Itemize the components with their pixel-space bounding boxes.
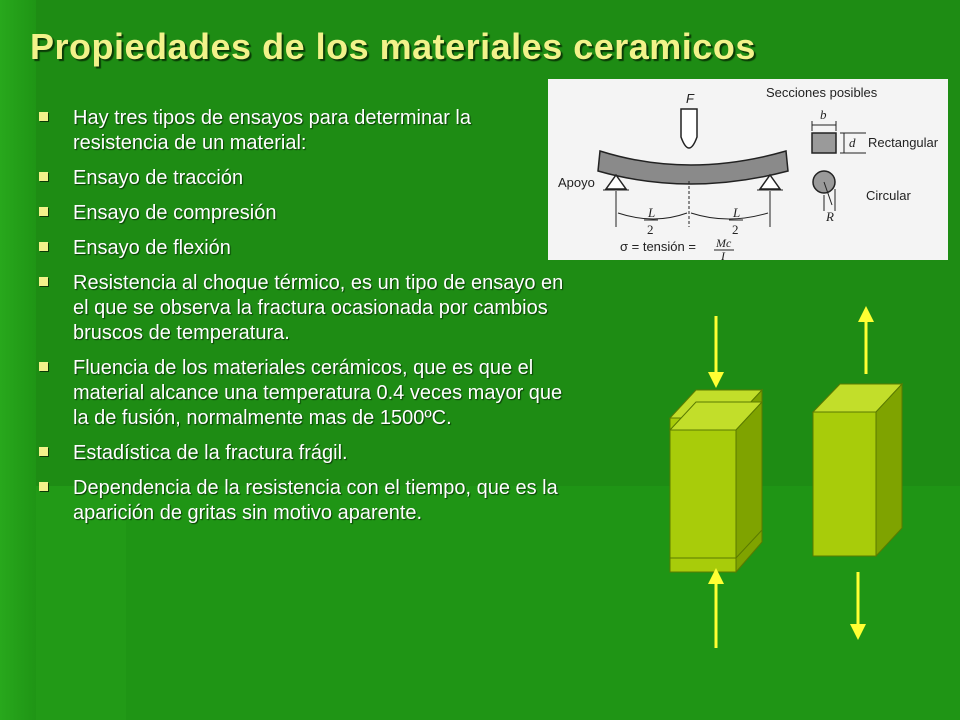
circular-label: Circular (866, 188, 911, 203)
compression-front-side (736, 402, 762, 558)
sections-heading: Secciones posibles (766, 85, 878, 100)
bullet-item (36, 356, 564, 431)
radius-R-label: R (826, 209, 834, 224)
top-down-arrowhead-icon (708, 372, 724, 388)
bullet-square-icon (39, 242, 48, 251)
formula-denominator: I (721, 249, 725, 260)
half-span-2-right: 2 (732, 222, 739, 237)
bullet-text: Dependencia de la resistencia con el tiempo, que es la aparición de gritas sin motivo aparente. (73, 477, 558, 524)
width-b-label: b (820, 107, 827, 122)
background-left-band (0, 0, 36, 720)
test-specimens-illustration (640, 290, 940, 665)
support-label: Apoyo (558, 175, 595, 190)
bullet-square-icon (39, 112, 48, 121)
bottom-down-arrowhead-icon (850, 624, 866, 640)
bullet-item (36, 441, 564, 466)
bullet-text: Ensayo de compresión (73, 202, 277, 224)
formula-text: σ = tensión = (620, 239, 696, 254)
bullet-text: Resistencia al choque térmico, es un tipo de ensayo en el que se observa la fractura ocasionada por cambios bruscos de temperatura. (73, 272, 564, 344)
bullet-square-icon (39, 362, 48, 371)
bullet-text: Ensayo de tracción (73, 167, 244, 189)
bullet-item (36, 236, 564, 261)
bullet-square-icon (39, 447, 48, 456)
bullet-square-icon (39, 277, 48, 286)
bullet-list (36, 106, 564, 536)
bullet-item (36, 476, 564, 526)
bullet-square-icon (39, 172, 48, 181)
compression-front-face (670, 430, 736, 558)
bullet-item (36, 201, 564, 226)
flexion-diagram-svg (548, 79, 948, 260)
bullet-square-icon (39, 207, 48, 216)
top-up-arrowhead-icon (858, 306, 874, 322)
half-span-arc-right (691, 213, 768, 219)
rectangular-label: Rectangular (868, 135, 939, 150)
load-pin (681, 109, 697, 148)
half-span-L-left: L (648, 205, 656, 220)
bullet-text: Hay tres tipos de ensayos para determinar la resistencia de un material: (73, 107, 471, 154)
rectangular-section-icon (812, 133, 836, 153)
tension-side (876, 384, 902, 556)
bullet-text: Ensayo de flexión (73, 237, 231, 259)
force-label: F (686, 91, 694, 106)
half-span-L-right: L (733, 205, 741, 220)
half-span-2-left: 2 (647, 222, 654, 237)
bullet-item (36, 271, 564, 346)
slide-title: Propiedades de los materiales ceramicos (30, 26, 756, 67)
bullet-square-icon (39, 482, 48, 491)
bullet-item (36, 166, 564, 191)
tension-front-face (813, 412, 876, 556)
compression-specimen (670, 390, 762, 572)
tension-specimen (813, 384, 902, 556)
bullet-text: Estadística de la fractura frágil. (73, 442, 348, 464)
bullet-text: Fluencia de los materiales cerámicos, que es que el material alcance una temperatura 0.4 veces mayor que la de fusión, normalmente mas de 1500ºC. (73, 357, 563, 429)
height-d-label: d (849, 135, 856, 150)
bullet-item (36, 106, 564, 156)
specimens-svg (640, 290, 940, 660)
bent-beam (598, 151, 788, 184)
formula-numerator: Mc (716, 236, 732, 250)
flexion-test-diagram (548, 79, 948, 260)
